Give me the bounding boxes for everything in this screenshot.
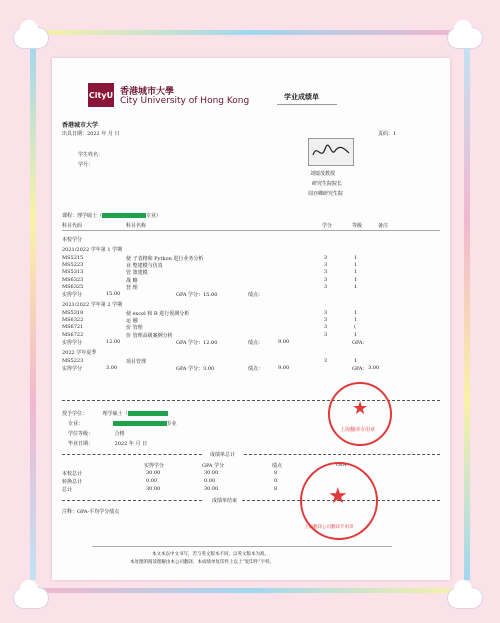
degree-line — [62, 410, 168, 417]
dashed-left — [62, 500, 202, 501]
course-title: 运 融 — [126, 318, 138, 325]
summary-earned: 0.00 — [146, 478, 158, 484]
translation-seal-1 — [328, 382, 392, 446]
class-label: 学位等级： — [68, 431, 94, 437]
redaction-bar — [128, 411, 168, 416]
summary-row-label: 本校总计 — [62, 471, 83, 477]
course-credit: 3 — [324, 331, 328, 338]
course-grade: 1 — [354, 276, 358, 283]
grad-date-value: 2022 年 月 日 — [114, 441, 148, 447]
term-credit-value: 15.00 — [106, 291, 121, 297]
summary-points: 0. — [274, 478, 279, 484]
document-title: 学业成绩单 — [284, 92, 319, 101]
cityu-logo-icon: CityU — [88, 83, 114, 107]
cloud-icon — [14, 28, 48, 48]
term-points-value: 9.00 — [278, 338, 290, 345]
course-title: 使 excel 和 R 进行预测分析 — [126, 311, 190, 317]
major-label: 专业： — [68, 421, 84, 427]
course-grade: 1 — [354, 310, 358, 316]
course-title: 使 子表格和 Python 进行业务分析 — [126, 256, 204, 262]
decor-stripe-left — [30, 40, 36, 580]
course-code: MS6323 — [62, 276, 84, 283]
summary-earned: 30.00 — [146, 470, 161, 476]
signature-image — [308, 138, 354, 166]
programme-value: 理学硕士（ — [77, 213, 103, 219]
seal-2-text: 上海翻译公司翻译专用章 — [304, 525, 354, 530]
transcript-document — [52, 58, 450, 580]
term-points-label: 绩点： — [248, 366, 264, 372]
course-grade: 1 — [354, 357, 358, 364]
programme-suffix: 专业） — [146, 213, 162, 219]
course-credit: 3 — [324, 310, 328, 316]
course-code: MS5313 — [62, 269, 84, 276]
signer-school: 周亦卿研究生院 — [308, 191, 344, 197]
grad-date-label: 毕业日期： — [68, 441, 94, 447]
header-credit: 学分 — [322, 223, 333, 229]
term-gpa-label: GPA： — [352, 366, 368, 372]
dashed-right — [244, 454, 440, 455]
term-gpa-credit: GPA 学分：12.00 — [176, 339, 218, 346]
seal-1-text: 上海翻译专用章 — [340, 427, 376, 433]
signer-title: 研究生院院长 — [312, 181, 343, 187]
redaction-bar — [102, 213, 146, 218]
issue-date: 出具日期：2022 年 月 日 — [62, 131, 120, 137]
term-gpa-label: GPA： — [352, 339, 368, 346]
end-marker: 成绩单结束 — [212, 498, 238, 504]
decor-stripe-right — [464, 40, 470, 580]
course-code: MS6721 — [62, 324, 84, 331]
summary-points: 8 — [274, 470, 278, 476]
term-points-label: 绩点： — [248, 292, 264, 298]
class-line — [68, 430, 125, 437]
course-grade: 1 — [354, 331, 358, 338]
course-title: 战 略 — [126, 277, 138, 284]
decor-stripe-bottom — [40, 588, 460, 593]
summary-title: 成绩单总计 — [210, 452, 236, 458]
logo-name-cn: 香港城市大學 — [120, 87, 175, 97]
course-credit: 3 — [324, 324, 328, 331]
header-remark: 备注 — [378, 223, 389, 229]
summary-row-label: 总计 — [62, 487, 73, 493]
term-points-label: 绩点： — [248, 339, 264, 346]
dashed-left — [62, 454, 202, 455]
summary-gpa-credit: 0.00 — [204, 478, 216, 484]
course-title: 价 管理高级案例分析 — [126, 332, 173, 339]
course-credit: 3 — [324, 269, 328, 276]
course-credit: 3 — [324, 276, 328, 283]
course-code: MS5223 — [62, 357, 84, 364]
course-title: 项目管理 — [126, 358, 147, 365]
summary-points: 8 — [274, 486, 278, 492]
cloud-icon — [448, 28, 482, 48]
header-rule — [62, 230, 440, 231]
course-title: 营 理 — [126, 284, 138, 291]
footer-line-2: 本处理的阅读理解由本公司翻译，本成绩单复印件上以上“复印件”字样。 — [130, 560, 275, 565]
header-code: 科目代码 — [62, 223, 83, 229]
redaction-bar — [113, 421, 167, 426]
cloud-icon — [448, 588, 482, 608]
course-grade: 1 — [354, 317, 358, 324]
page-number: 页码：1 — [378, 131, 397, 137]
course-grade: 1 — [354, 269, 358, 276]
decor-stripe-top — [40, 30, 460, 35]
course-code: MS5223 — [62, 262, 84, 269]
term-gpa-credit: GPA 学分：3.00 — [176, 366, 215, 372]
term-credit-value: 12.00 — [106, 338, 121, 345]
signer-name: 刘镜茂教授 — [310, 171, 336, 177]
term-credit-label: 实得学分 — [62, 339, 83, 346]
cloud-icon — [14, 588, 48, 608]
course-code: MS6322 — [62, 317, 84, 324]
summary-gpa-credit: 30.00 — [204, 486, 219, 492]
course-grade: 1 — [354, 283, 358, 290]
header-grade: 等级 — [352, 223, 363, 229]
programme-line — [62, 212, 161, 219]
course-code: MS5318 — [62, 310, 84, 316]
course-code: MS6325 — [62, 283, 84, 290]
grad-date-line — [68, 440, 147, 447]
major-suffix: 专业 — [166, 421, 177, 427]
footer-line-1: 本文本以中文书写，若与英文版本不同，以英文版本为准。 — [152, 552, 269, 557]
term-credit-value: 3.00 — [106, 365, 118, 371]
star-icon: ★ — [352, 398, 369, 419]
summary-header-earned: 实得学分 — [144, 463, 165, 469]
term-title: 2021/2022 学年第 1 学期 — [62, 247, 123, 253]
course-grade: 1 — [354, 255, 358, 261]
term-points-value: 9.00 — [278, 365, 290, 371]
term-gpa-value: 3.00 — [368, 365, 380, 371]
major-line — [68, 420, 177, 427]
summary-header-gpa: GPA — [336, 462, 347, 468]
course-credit: 3 — [324, 262, 328, 269]
footer-rule — [92, 546, 392, 547]
course-credit: 3 — [324, 255, 328, 261]
course-grade: 1 — [354, 262, 358, 269]
summary-header-gpa-credit: GPA 学分 — [202, 463, 225, 469]
summary-earned: 30.00 — [146, 486, 161, 492]
student-name-label: 学生姓名： — [78, 152, 104, 158]
star-icon: ★ — [328, 484, 348, 509]
course-credit: 3 — [324, 357, 328, 364]
section-local-credits: 本校学分 — [62, 237, 83, 243]
signature-icon — [309, 139, 353, 165]
course-title: 管 策建模 — [126, 270, 148, 277]
class-value: 合格 — [114, 431, 125, 437]
note: 注释：GPA-平均学分绩点 — [62, 509, 120, 515]
logo-name-en: City University of Hong Kong — [120, 96, 250, 106]
course-grade: ( — [354, 324, 356, 331]
header-title: 科目名称 — [126, 223, 147, 229]
summary-header-points: 绩点 — [272, 463, 283, 469]
term-title: 2021/2022 学年第 2 学期 — [62, 302, 123, 308]
course-code: MS6722 — [62, 331, 84, 338]
term-credit-label: 实得学分 — [62, 292, 83, 298]
summary-gpa-credit: 30.00 — [204, 470, 219, 476]
programme-label: 课程： — [62, 213, 78, 219]
term-title: 2022 学年夏季 — [62, 349, 97, 356]
term-credit-label: 实得学分 — [62, 366, 83, 372]
title-underline — [277, 104, 337, 105]
degree-label: 授予学位： — [62, 411, 88, 417]
course-code: MS5215 — [62, 255, 84, 261]
translation-seal-2 — [300, 462, 378, 540]
student-id-label: 学号： — [78, 162, 94, 168]
degree-value: 理学硕士（ — [102, 411, 128, 417]
university-name: 香港城市大学 — [62, 122, 99, 129]
course-credit: 3 — [324, 283, 328, 290]
course-title: 业 整建模与仿真 — [126, 263, 163, 270]
course-title: 价 管理 — [126, 325, 143, 332]
term-gpa-credit: GPA 学分：15.00 — [176, 292, 218, 298]
summary-row-label: 转换总计 — [62, 479, 83, 485]
course-credit: 3 — [324, 317, 328, 324]
